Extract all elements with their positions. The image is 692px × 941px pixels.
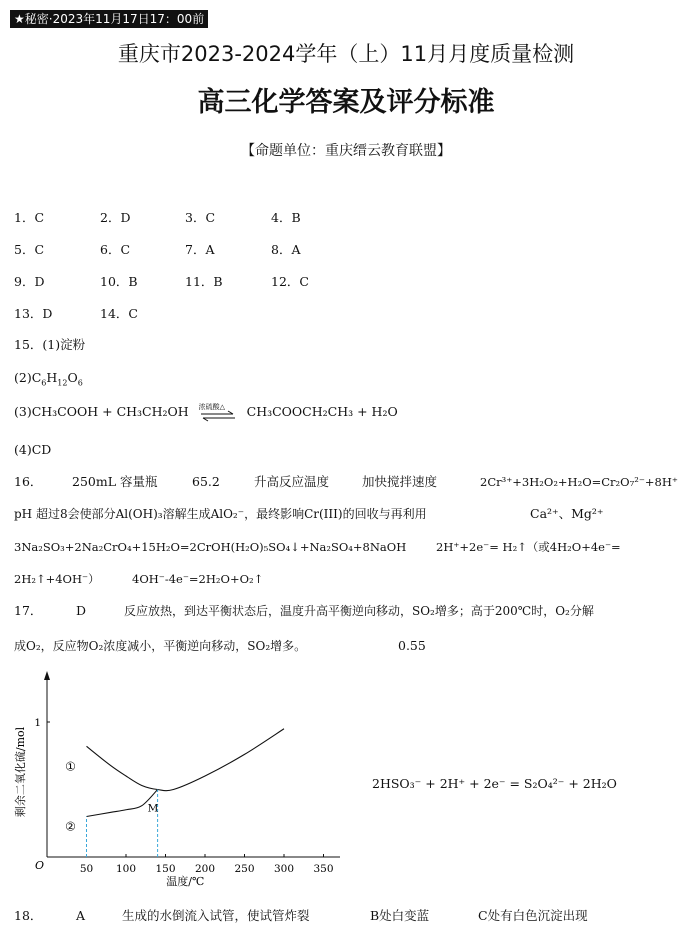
- confidential-banner: ★秘密·2023年11月17日17：00前: [10, 10, 208, 28]
- q15-part2: $(2)C_6H_{12}O_6$: [14, 370, 83, 388]
- q16-answer: 2H⁺+2e⁻= H₂↑（或4H₂O+4e⁻=: [436, 540, 621, 554]
- equilibrium-arrow-icon: 浓硫酸△: [199, 405, 237, 421]
- q16-answer: 250mL 容量瓶: [72, 474, 158, 489]
- mc-answer: 3．C: [185, 210, 216, 225]
- mc-answer: 8．A: [271, 242, 301, 257]
- q16-answer: 2H₂↑+4OH⁻）: [14, 572, 100, 586]
- q16-answer: 65.2: [192, 474, 220, 489]
- origin-label: O: [35, 859, 45, 872]
- q17-answer: 成O₂，反应物O₂浓度减小，平衡逆向移动，SO₂增多。: [14, 639, 307, 653]
- series-line-1: [87, 729, 285, 791]
- mc-answer: 10．B: [100, 274, 138, 289]
- q15-products: CH₃COOCH₂CH₃ + H₂O: [246, 404, 398, 419]
- q15-reactants: (3)CH₃COOH + CH₃CH₂OH: [14, 404, 189, 419]
- issuer-line: 【命题单位：重庆缙云教育联盟】: [241, 143, 451, 159]
- q18-answer: 生成的水倒流入试管，使试管炸裂: [122, 908, 310, 923]
- q17-number: 17．: [14, 603, 43, 618]
- y-axis-arrow-icon: [44, 671, 50, 680]
- mc-answer: 14．C: [100, 306, 138, 321]
- x-tick-label: 50: [79, 863, 94, 875]
- point-m-label: M: [147, 802, 159, 815]
- x-tick-label: 150: [155, 863, 176, 875]
- mc-answer: 4．B: [271, 210, 301, 225]
- mc-answer: 1．C: [14, 210, 45, 225]
- q16-number: 16．: [14, 474, 43, 489]
- y-tick-label: 1: [34, 717, 41, 729]
- so2-temperature-chart: [10, 665, 340, 900]
- q17-answer: D: [76, 603, 87, 618]
- q18-answer: A: [76, 908, 86, 923]
- mc-answer: 12．C: [271, 274, 309, 289]
- q15-part4: (4)CD: [14, 442, 52, 457]
- mc-answer: 5．C: [14, 242, 45, 257]
- x-tick-label: 200: [194, 863, 216, 875]
- q16-answer: pH 超过8会使部分Al(OH)₃溶解生成AlO₂⁻，最终影响Cr(III)的回收与再利用: [14, 507, 427, 521]
- q16-answer: 加快搅拌速度: [362, 474, 438, 489]
- answer-key-title: 高三化学答案及评分标准: [197, 87, 495, 118]
- mc-answer: 11．B: [185, 274, 223, 289]
- q18-answer: B处白变蓝: [370, 908, 430, 923]
- x-tick-label: 100: [115, 863, 137, 875]
- q17-answer: 反应放热，到达平衡状态后，温度升高平衡逆向移动，SO₂增多；高于200℃时，O₂分解: [124, 604, 594, 618]
- mc-answer: 13．D: [14, 306, 53, 321]
- q16-answer: Ca²⁺、Mg²⁺: [530, 506, 604, 521]
- series-label-1: ①: [65, 759, 76, 774]
- y-axis-label: 剩余二氧化硫/mol: [14, 726, 27, 818]
- x-tick-label: 250: [234, 863, 255, 875]
- mc-answer: 9．D: [14, 274, 45, 289]
- q15-part3: [14, 404, 398, 421]
- q17-answer: 0.55: [398, 638, 426, 653]
- q16-answer: 4OH⁻-4e⁻=2H₂O+O₂↑: [132, 572, 264, 586]
- series-label-2: ②: [65, 819, 76, 834]
- q18-answer: C处有白色沉淀出现: [478, 908, 588, 923]
- mc-answer: 2．D: [100, 210, 131, 225]
- q17-electrode-equation: 2HSO₃⁻ + 2H⁺ + 2e⁻ = S₂O₄²⁻ + 2H₂O: [372, 776, 617, 791]
- q16-answer: 升高反应温度: [254, 474, 330, 489]
- q18-number: 18．: [14, 908, 43, 923]
- q16-answer: 2Cr³⁺+3H₂O₂+H₂O=Cr₂O₇²⁻+8H⁺: [480, 475, 678, 489]
- q15-part1: 15．(1)淀粉: [14, 337, 86, 352]
- x-tick-label: 300: [273, 863, 295, 875]
- x-tick-label: 350: [313, 863, 334, 875]
- x-axis-label: 温度/℃: [166, 875, 205, 888]
- q16-answer: 3Na₂SO₃+2Na₂CrO₄+15H₂O=2CrOH(H₂O)₅SO₄↓+Na₂SO₄+8NaOH: [14, 540, 407, 554]
- exam-title: 重庆市2023-2024学年（上）11月月度质量检测: [117, 42, 575, 66]
- mc-answer: 7．A: [185, 242, 215, 257]
- mc-answer: 6．C: [100, 242, 131, 257]
